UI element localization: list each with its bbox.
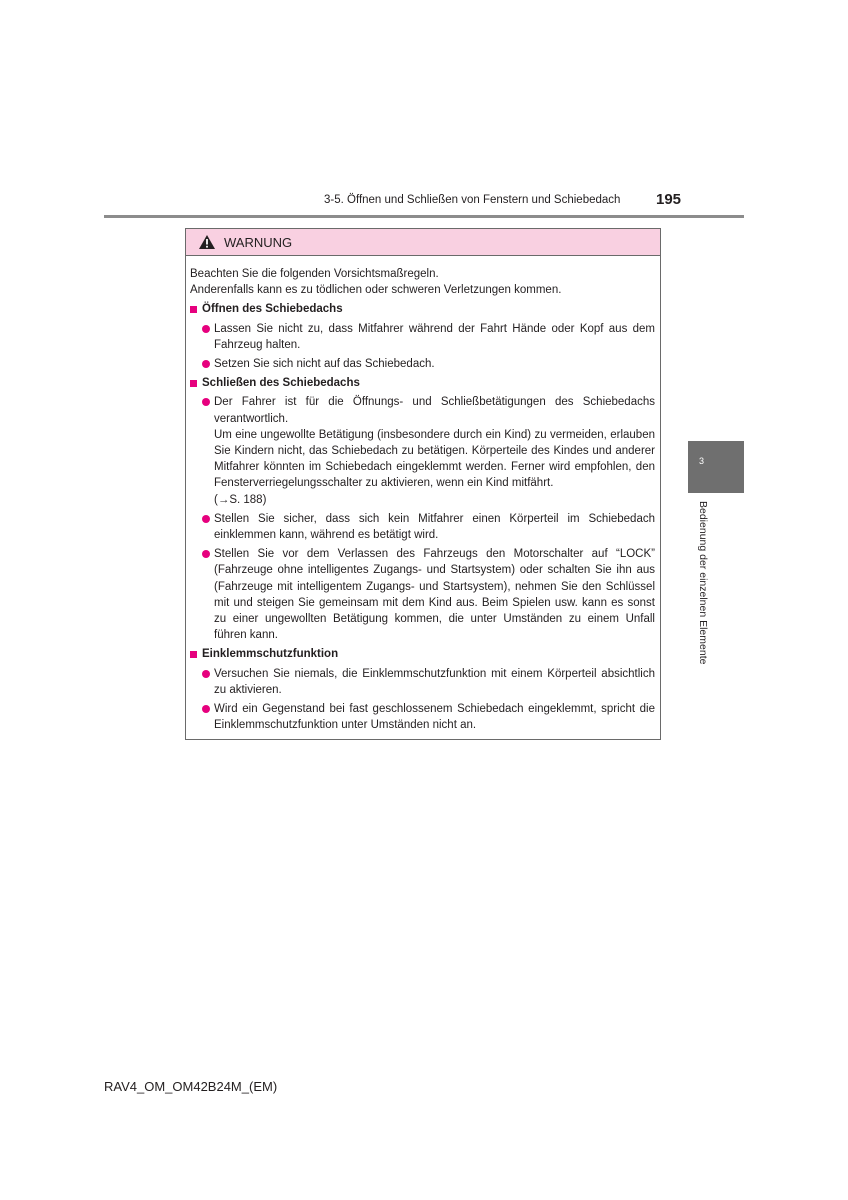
section-heading	[190, 301, 655, 317]
circle-bullet-icon	[202, 515, 210, 523]
circle-bullet-icon	[202, 670, 210, 678]
page-reference: (→S. 188)	[214, 493, 267, 506]
circle-bullet-icon	[202, 398, 210, 406]
circle-bullet-icon	[202, 360, 210, 368]
warning-triangle-icon	[198, 234, 216, 250]
square-bullet-icon	[190, 651, 197, 658]
bullet-text: Versuchen Sie niemals, die Einklemmschutzfunktion mit einem Körperteil absichtlich zu aktivieren.	[214, 667, 655, 696]
bullet-text: Wird ein Gegenstand bei fast geschlossenem Schiebedach eingeklemmt, spricht die Einklemmschutzfunktion unter Umständen nicht an.	[214, 703, 655, 732]
bullet-text: Der Fahrer ist für die Öffnungs- und Schließbetätigungen des Schiebedachs verantwortlich.	[214, 396, 655, 425]
bullet-item	[190, 321, 655, 353]
bullet-item	[190, 356, 655, 372]
header-rule	[104, 215, 744, 218]
circle-bullet-icon	[202, 325, 210, 333]
bullet-item	[190, 394, 655, 507]
warning-box	[185, 228, 661, 740]
intro-line: Beachten Sie die folgenden Vorsichtsmaßregeln.	[190, 268, 439, 280]
bullet-continuation: Um eine ungewollte Betätigung (insbesondere durch ein Kind) zu vermeiden, erlauben Sie Kindern nicht, das Schiebedach zu betätigen. Körperteile des Kindes und anderer Mitfahrer könnten im Schiebedach eingeklemmt werden. Ferner wird empfohlen, den Fensterverriegelungsschalter zu aktivieren, wenn ein Kind mitfährt.	[214, 428, 655, 490]
chapter-tab-label: Bedienung der einzelnen Elemente	[697, 501, 709, 665]
intro-line: Anderenfalls kann es zu tödlichen oder schweren Verletzungen kommen.	[190, 284, 562, 297]
bullet-item	[190, 701, 655, 733]
warning-body	[186, 256, 660, 733]
section-heading	[190, 646, 655, 662]
bullet-text: Stellen Sie vor dem Verlassen des Fahrzeugs den Motorschalter auf “LOCK” (Fahrzeuge ohne intelligentes Zugangs- und Startsystem) oder schalten Sie ihn aus (Fahrzeuge mit intelligentem Zugangs- und Startsystem), nehmen Sie den Schlüssel mit und steigen Sie gemeinsam mit dem Kind aus. Beim Spielen usw. kann es sonst zu einer ungewollten Betätigung kommen, die unter Umständen zu einem Unfall führen kann.	[214, 548, 655, 642]
bullet-text: Setzen Sie sich nicht auf das Schiebedach.	[214, 358, 435, 371]
square-bullet-icon	[190, 380, 197, 387]
section-heading-text: Einklemmschutzfunktion	[202, 648, 339, 661]
warning-header	[186, 229, 660, 256]
circle-bullet-icon	[202, 705, 210, 713]
square-bullet-icon	[190, 306, 197, 313]
chapter-tab-number: 3	[699, 456, 705, 466]
bullet-item	[190, 666, 655, 698]
document-code: RAV4_OM_OM42B24M_(EM)	[104, 1079, 278, 1094]
circle-bullet-icon	[202, 550, 210, 558]
bullet-text: Lassen Sie nicht zu, dass Mitfahrer während der Fahrt Hände oder Kopf aus dem Fahrzeug halten.	[214, 322, 655, 351]
chapter-tab	[688, 441, 744, 493]
section-heading-text: Schließen des Schiebedachs	[202, 377, 360, 390]
bullet-item	[190, 546, 655, 643]
bullet-text: Stellen Sie sicher, dass sich kein Mitfahrer einen Körperteil im Schiebedach einklemmen kann, während es betätigt wird.	[214, 512, 655, 542]
section-heading-text: Öffnen des Schiebedachs	[202, 303, 343, 316]
page-number: 195	[656, 191, 682, 208]
warning-title: WARNUNG	[224, 234, 293, 250]
section-title: 3-5. Öffnen und Schließen von Fenstern und Schiebedach	[324, 194, 621, 206]
bullet-item	[190, 511, 655, 543]
section-heading	[190, 375, 655, 391]
